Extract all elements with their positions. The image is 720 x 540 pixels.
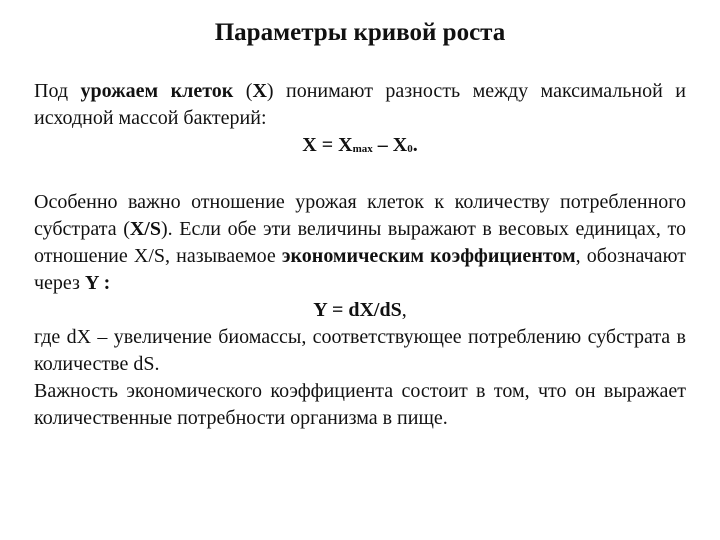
symbol-x-over-s: X/S [129,218,161,240]
formula-expr: Y = dX/dS [313,299,402,321]
text: ). Если обе эти величины выражают в весовых единицах, то отношение X/S, называемое [34,218,686,267]
formula-y [34,297,686,324]
symbol-y: Y : [84,272,111,294]
term-cell-yield: урожаем клеток [80,80,234,102]
paragraph-cell-yield [34,78,686,132]
text: ( [233,80,253,102]
slide-title: Параметры кривой роста [214,19,506,46]
formula-minus: – X [372,134,408,156]
subscript-0: 0 [407,143,413,155]
spacer [34,162,686,189]
text: Особенно важно отношение урожая клеток к количеству потребленного субстрата ( [34,191,686,240]
symbol-x: X [252,80,267,102]
text: , обозначают через [34,245,686,294]
formula-end: , [401,299,407,321]
term-economic-coefficient: экономическим коэффициентом [281,245,576,267]
subscript-max: max [352,143,373,155]
slide-body [34,78,686,432]
text: Под [34,80,81,102]
formula-yield [34,132,686,162]
paragraph-importance: Важность экономического коэффициента состоит в том, что он выражает количественные потребности организма в пище. [34,380,686,429]
text: ) понимают разность между максимальной и исходной массой бактерий: [34,80,686,129]
paragraph-dx-definition: где dX – увеличение биомассы, соответствующее потреблению субстрата в количестве dS. [34,326,686,375]
paragraph-economic-coefficient [34,189,686,297]
formula-end: . [412,134,418,156]
formula-lhs: X = X [302,134,353,156]
